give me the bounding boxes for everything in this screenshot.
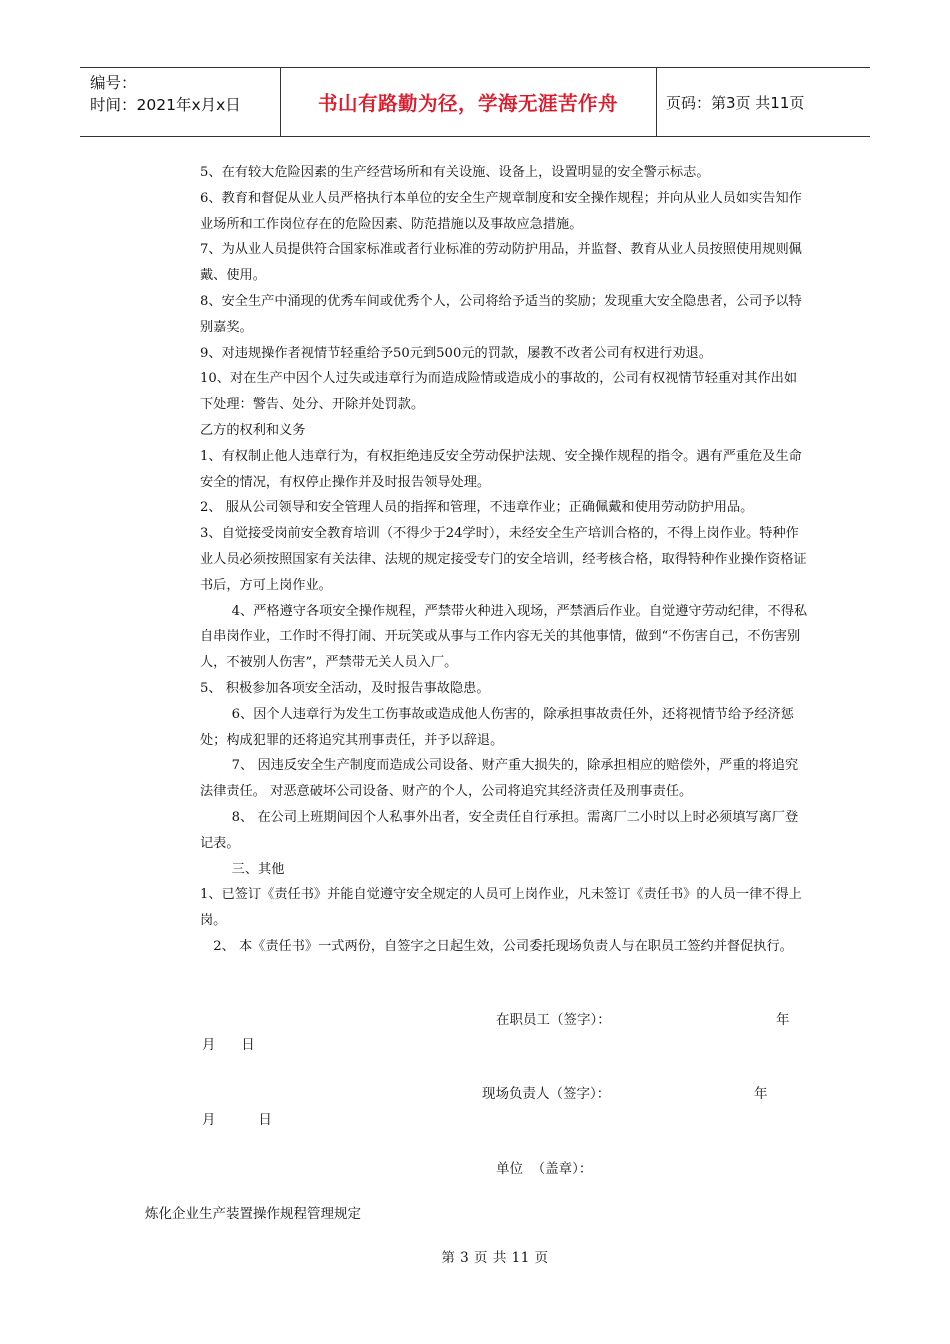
employee-signature-year: 年 — [776, 1012, 790, 1028]
body-paragraph: 7、 因违反安全生产制度而造成公司设备、财产重大损失的，除承担相应的赔偿外，严重的将追究法律责任。 对恶意破坏公司设备、财产的个人，公司将追究其经济责任及刑事责任。 — [200, 758, 799, 800]
employee-signature-month-day: 月 日 — [202, 1037, 255, 1053]
employee-signature-label: 在职员工（签字）： — [496, 1012, 611, 1028]
header-page-info: 页码：第3页 共11页 — [666, 93, 805, 112]
header-motto: 书山有路勤为径，学海无涯苦作舟 — [317, 92, 618, 115]
body-paragraph: 10、对在生产中因个人过失或违章行为而造成险情或造成小的事故的，公司有权视情节轻重对其作出如下处理：警告、处分、开除并处罚款。 — [200, 371, 798, 413]
header-meta — [90, 72, 241, 116]
next-section-title: 炼化企业生产装置操作规程管理规定 — [145, 1206, 361, 1222]
body-paragraph: 乙方的权利和义务 — [200, 422, 306, 438]
body-paragraph: 6、教育和督促从业人员严格执行本单位的安全生产规章制度和安全操作规程；并向从业人员如实告知作业场所和工作岗位存在的危险因素、防范措施以及事故应急措施。 — [200, 190, 802, 232]
manager-signature-label: 现场负责人（签字）： — [482, 1086, 611, 1102]
page-header — [80, 67, 870, 137]
body-paragraph: 2、 服从公司领导和安全管理人员的指挥和管理，不违章作业；正确佩戴和使用劳动防护用品。 — [200, 500, 754, 516]
page-number: 第 3 页 共 11 页 — [441, 1250, 549, 1266]
body-paragraph: 9、对违规操作者视情节轻重给予50元到500元的罚款，屡教不改者公司有权进行劝退。 — [200, 345, 712, 361]
body-paragraph: 8、 在公司上班期间因个人私事外出者，安全责任自行承担。需离厂二小时以上时必须填写离厂登记表。 — [200, 809, 799, 851]
header-divider — [656, 68, 657, 136]
body-paragraph: 1、有权制止他人违章行为，有权拒绝违反安全劳动保护法规、安全操作规程的指令。遇有严重危及生命安全的情况，有权停止操作并及时报告领导处理。 — [200, 448, 802, 490]
body-paragraph: 6、因个人违章行为发生工伤事故或造成他人伤害的，除承担事故责任外，还将视情节给予经济惩处；构成犯罪的还将追究其刑事责任，并予以辞退。 — [200, 706, 794, 748]
body-paragraph: 8、安全生产中涌现的优秀车间或优秀个人，公司将给予适当的奖励；发现重大安全隐患者，公司予以特别嘉奖。 — [200, 293, 802, 335]
body-paragraph: 4、严格遵守各项安全操作规程，严禁带火种进入现场，严禁酒后作业。自觉遵守劳动纪律，不得私自串岗作业，工作时不得打闹、开玩笑或从事与工作内容无关的其他事情，做到“不伤害自己，不伤害别人，不被别人伤害”，严禁带无关人员入厂。 — [200, 603, 808, 671]
document-time: 时间：2021年x月x日 — [90, 96, 241, 114]
body-paragraph: 三、其他 — [231, 861, 285, 877]
body-paragraph: 1、已签订《责任书》并能自觉遵守安全规定的人员可上岗作业，凡未签订《责任书》的人员一律不得上岗。 — [200, 887, 802, 929]
body-paragraph: 2、 本《责任书》一式两份，自签字之日起生效，公司委托现场负责人与在职员工签约并督促执行。 — [213, 938, 793, 954]
body-paragraph: 5、 积极参加各项安全活动，及时报告事故隐患。 — [200, 680, 490, 696]
document-body — [200, 160, 810, 960]
body-paragraph: 5、在有较大危险因素的生产经营场所和有关设施、设备上，设置明显的安全警示标志。 — [200, 165, 710, 180]
body-paragraph: 7、为从业人员提供符合国家标准或者行业标准的劳动防护用品，并监督、教育从业人员按照使用规则佩戴、使用。 — [200, 242, 802, 284]
document-code-label: 编号： — [90, 74, 137, 92]
manager-signature-month-day: 月 日 — [202, 1112, 272, 1128]
body-paragraph: 3、自觉接受岗前安全教育培训（不得少于24学时），未经安全生产培训合格的，不得上岗作业。特种作业人员必须按照国家有关法律、法规的规定接受专门的安全培训，经考核合格，取得特种作业操作资格证书后，方可上岗作业。 — [200, 526, 807, 593]
manager-signature-year: 年 — [754, 1086, 768, 1102]
unit-seal-label: 单位 （盖章）： — [496, 1161, 593, 1177]
